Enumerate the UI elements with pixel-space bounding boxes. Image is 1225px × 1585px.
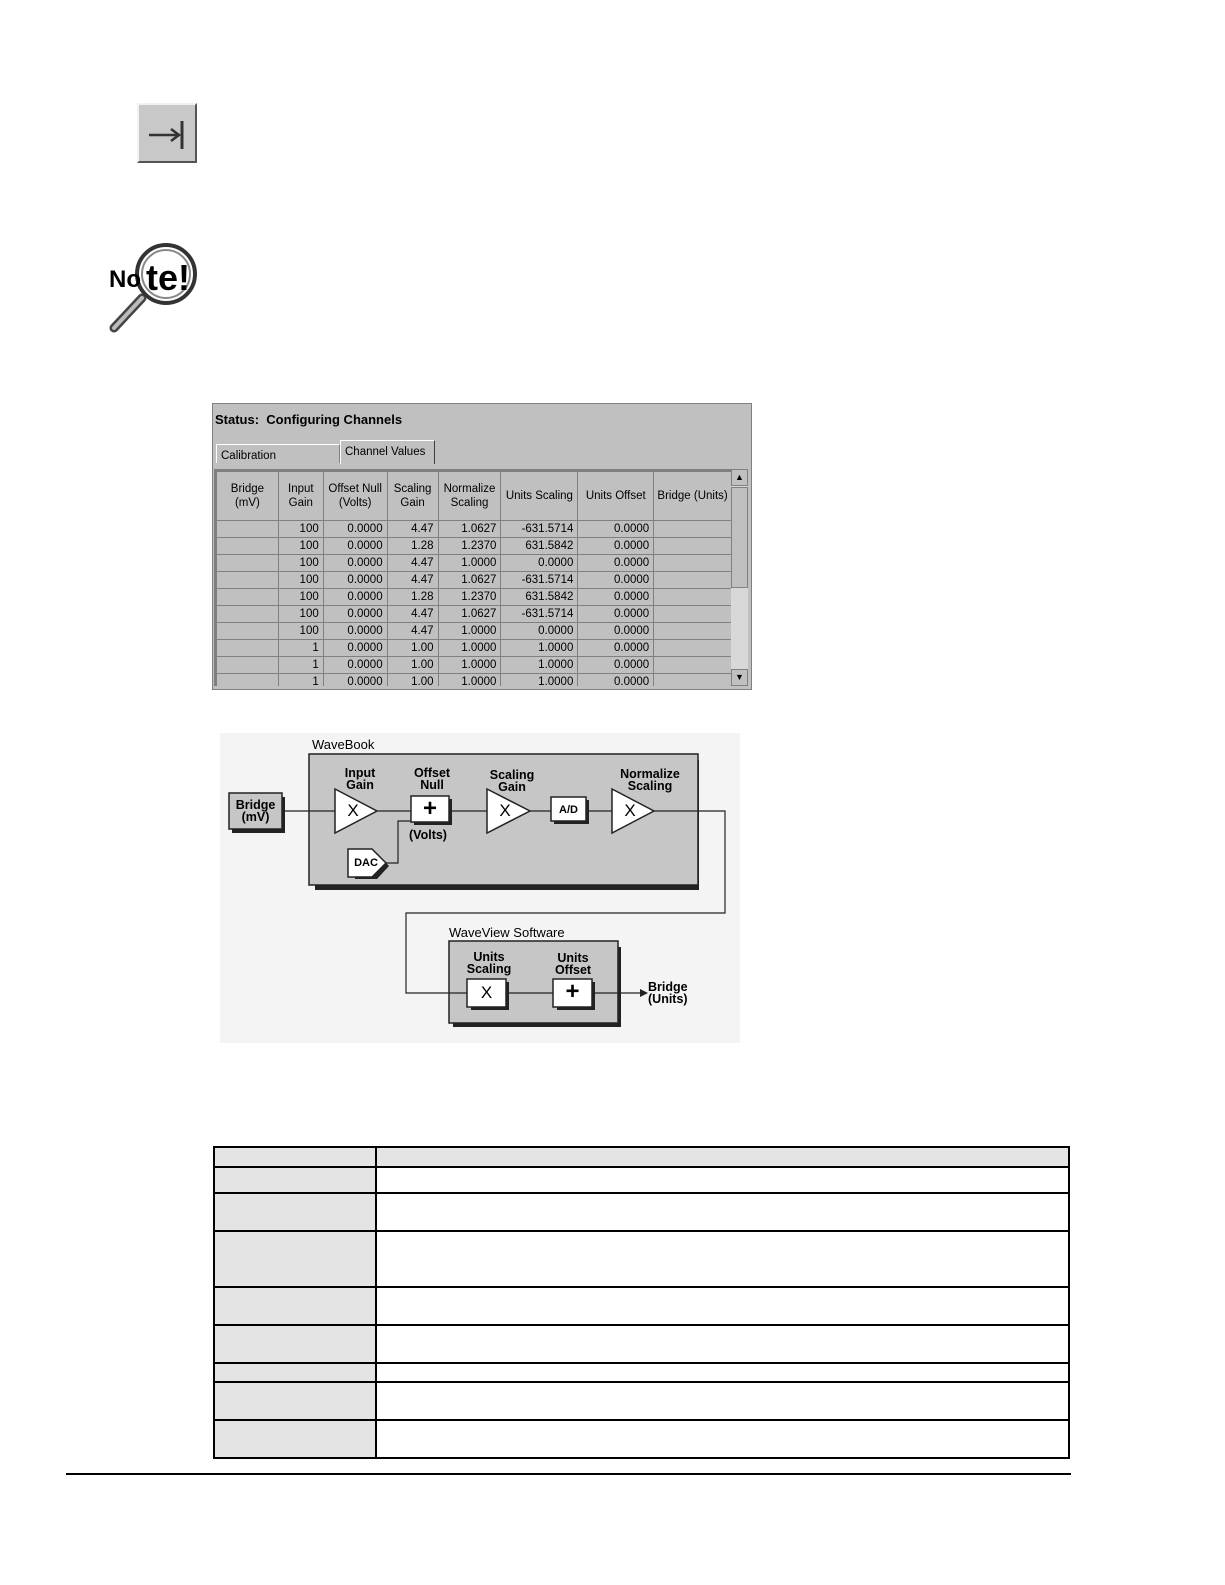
- table-row[interactable]: [217, 589, 732, 606]
- channel-values-window: [212, 403, 752, 690]
- grid-cell[interactable]: 1.0627: [438, 606, 501, 623]
- grid-cell[interactable]: [217, 623, 279, 640]
- grid-cell[interactable]: 0.0000: [323, 606, 387, 623]
- grid-cell[interactable]: 1.28: [387, 538, 438, 555]
- normalize-scaling-label: Normalize Scaling: [620, 767, 680, 793]
- input-gain-label: Input Gain: [344, 766, 376, 792]
- grid-cell[interactable]: 1.0627: [438, 572, 501, 589]
- units-scaling-multiply: X: [480, 983, 493, 1002]
- table-row: [214, 1193, 1069, 1231]
- column-header[interactable]: Bridge (mV): [217, 472, 279, 521]
- waveview-label: WaveView Software: [449, 925, 565, 940]
- units-offset-add: +: [565, 978, 580, 1005]
- grid-cell[interactable]: 1.0627: [438, 521, 501, 538]
- grid-cell[interactable]: 1.28: [387, 589, 438, 606]
- grid-cell[interactable]: 1.0000: [438, 657, 501, 674]
- grid-cell[interactable]: 1: [278, 657, 323, 674]
- grid-cell[interactable]: 1.0000: [501, 640, 578, 657]
- grid-cell[interactable]: 0.0000: [578, 674, 654, 687]
- grid-cell[interactable]: 100: [278, 623, 323, 640]
- column-header[interactable]: Units Scaling: [501, 472, 578, 521]
- grid-cell[interactable]: 100: [278, 606, 323, 623]
- grid-cell[interactable]: 100: [278, 521, 323, 538]
- grid-cell[interactable]: 1: [278, 674, 323, 687]
- grid-cell[interactable]: 100: [278, 589, 323, 606]
- wavebook-label: WaveBook: [312, 737, 375, 752]
- grid-cell[interactable]: [217, 606, 279, 623]
- grid-cell[interactable]: [654, 538, 732, 555]
- grid-cell[interactable]: 100: [278, 555, 323, 572]
- grid-cell[interactable]: 1.00: [387, 674, 438, 687]
- grid-cell[interactable]: 0.0000: [578, 657, 654, 674]
- grid-cell[interactable]: [217, 538, 279, 555]
- table-row: [214, 1363, 1069, 1382]
- status-label: Status:: [215, 412, 260, 427]
- grid-cell[interactable]: 4.47: [387, 555, 438, 572]
- table-row: [214, 1420, 1069, 1458]
- grid-cell[interactable]: [654, 589, 732, 606]
- grid-cell[interactable]: 0.0000: [578, 521, 654, 538]
- status-value: Configuring Channels: [266, 412, 403, 427]
- footer-rule: [66, 1473, 1071, 1475]
- grid-cell[interactable]: 4.47: [387, 521, 438, 538]
- scaling-gain-multiply: X: [499, 801, 511, 820]
- grid-cell[interactable]: 631.5842: [501, 589, 578, 606]
- grid-cell[interactable]: 0.0000: [578, 640, 654, 657]
- tab-calibration-parameters[interactable]: Calibration: [216, 444, 340, 463]
- grid-cell[interactable]: [654, 606, 732, 623]
- column-header[interactable]: Offset Null (Volts): [323, 472, 387, 521]
- grid-cell[interactable]: 4.47: [387, 606, 438, 623]
- grid-cell[interactable]: 1.0000: [438, 640, 501, 657]
- grid-cell[interactable]: [654, 555, 732, 572]
- grid-cell[interactable]: 4.47: [387, 572, 438, 589]
- grid-cell[interactable]: 0.0000: [323, 674, 387, 687]
- normalize-multiply: X: [624, 801, 636, 820]
- grid-cell[interactable]: [654, 640, 732, 657]
- grid-cell[interactable]: 0.0000: [578, 538, 654, 555]
- grid-cell[interactable]: 0.0000: [323, 572, 387, 589]
- bridge-mv-label: Bridge (mV): [235, 798, 276, 824]
- svg-text:te!: te!: [146, 257, 190, 298]
- grid-cell[interactable]: 0.0000: [578, 623, 654, 640]
- bridge-units-label: Bridge (Units): [648, 980, 688, 1006]
- grid-cell[interactable]: [654, 521, 732, 538]
- channel-values-grid[interactable]: [214, 469, 732, 686]
- table-row: [214, 1382, 1069, 1420]
- scroll-thumb[interactable]: [731, 487, 748, 588]
- status-line: [215, 412, 402, 427]
- dac-label: DAC: [354, 857, 378, 869]
- scaling-gain-label: Scaling Gain: [489, 768, 535, 794]
- table-row[interactable]: [217, 538, 732, 555]
- grid-cell[interactable]: 0.0000: [323, 538, 387, 555]
- offset-null-add: +: [422, 795, 437, 822]
- table-row[interactable]: [217, 674, 732, 687]
- table-row[interactable]: [217, 555, 732, 572]
- grid-cell[interactable]: [217, 674, 279, 687]
- column-header[interactable]: Units Offset: [578, 472, 654, 521]
- grid-cell[interactable]: 0.0000: [578, 572, 654, 589]
- grid-cell[interactable]: 1.2370: [438, 538, 501, 555]
- grid-cell[interactable]: 0.0000: [501, 623, 578, 640]
- grid-cell[interactable]: 1.0000: [438, 555, 501, 572]
- note-magnifier-icon: [104, 240, 200, 336]
- parameter-table: [213, 1146, 1070, 1459]
- grid-cell[interactable]: 0.0000: [578, 606, 654, 623]
- grid-cell[interactable]: 0.0000: [323, 555, 387, 572]
- grid-cell[interactable]: 0.0000: [578, 589, 654, 606]
- grid-cell[interactable]: 0.0000: [578, 555, 654, 572]
- units-offset-label: Units Offset: [554, 951, 592, 977]
- ad-converter-label: A/D: [559, 804, 578, 816]
- table-row: [214, 1287, 1069, 1325]
- signal-flow-diagram: [220, 733, 740, 1043]
- grid-cell[interactable]: 0.0000: [323, 521, 387, 538]
- grid-cell[interactable]: [654, 674, 732, 687]
- column-header[interactable]: Bridge (Units): [654, 472, 732, 521]
- grid-cell[interactable]: [217, 640, 279, 657]
- grid-cell[interactable]: 0.0000: [501, 555, 578, 572]
- grid-cell[interactable]: 1.0000: [501, 674, 578, 687]
- grid-cell[interactable]: 4.47: [387, 623, 438, 640]
- grid-cell[interactable]: 0.0000: [323, 657, 387, 674]
- table-row[interactable]: [217, 623, 732, 640]
- grid-cell[interactable]: 100: [278, 572, 323, 589]
- table-row: [214, 1231, 1069, 1287]
- table-header-row: [214, 1147, 1069, 1167]
- grid-cell[interactable]: [654, 657, 732, 674]
- table-row[interactable]: [217, 640, 732, 657]
- grid-cell[interactable]: -631.5714: [501, 521, 578, 538]
- grid-cell[interactable]: 100: [278, 538, 323, 555]
- grid-cell[interactable]: [654, 623, 732, 640]
- column-header[interactable]: Normalize Scaling: [438, 472, 501, 521]
- grid-cell[interactable]: 1.00: [387, 657, 438, 674]
- table-row[interactable]: [217, 572, 732, 589]
- grid-cell[interactable]: 1.2370: [438, 589, 501, 606]
- grid-cell[interactable]: [217, 657, 279, 674]
- table-row[interactable]: [217, 657, 732, 674]
- grid-cell[interactable]: [654, 572, 732, 589]
- grid-cell[interactable]: 0.0000: [323, 623, 387, 640]
- grid-cell[interactable]: -631.5714: [501, 606, 578, 623]
- grid-cell[interactable]: 631.5842: [501, 538, 578, 555]
- offset-null-label: Offset Null: [413, 766, 451, 792]
- grid-cell[interactable]: 1.0000: [501, 657, 578, 674]
- grid-cell[interactable]: [217, 572, 279, 589]
- table-row[interactable]: [217, 606, 732, 623]
- column-header[interactable]: Input Gain: [278, 472, 323, 521]
- input-gain-multiply: X: [347, 801, 359, 820]
- grid-cell[interactable]: 0.0000: [323, 640, 387, 657]
- vertical-scrollbar[interactable]: [731, 469, 748, 686]
- grid-cell[interactable]: 1.00: [387, 640, 438, 657]
- volts-label: (Volts): [409, 828, 447, 842]
- svg-text:No: No: [109, 266, 141, 293]
- column-header[interactable]: Scaling Gain: [387, 472, 438, 521]
- grid-cell[interactable]: [217, 589, 279, 606]
- units-scaling-label: Units Scaling: [466, 950, 512, 976]
- grid-cell[interactable]: 1.0000: [438, 623, 501, 640]
- grid-cell[interactable]: 0.0000: [323, 589, 387, 606]
- table-row: [214, 1167, 1069, 1193]
- grid-cell[interactable]: [217, 555, 279, 572]
- grid-cell[interactable]: 1: [278, 640, 323, 657]
- scroll-down-icon[interactable]: ▼: [731, 669, 748, 686]
- grid-cell[interactable]: [217, 521, 279, 538]
- table-row: [214, 1325, 1069, 1363]
- grid-cell[interactable]: 1.0000: [438, 674, 501, 687]
- scroll-up-icon[interactable]: ▲: [731, 469, 748, 486]
- grid-cell[interactable]: -631.5714: [501, 572, 578, 589]
- table-row[interactable]: [217, 521, 732, 538]
- tab-arrow-icon: [137, 103, 197, 163]
- tab-channel-values[interactable]: Channel Values: [340, 440, 435, 464]
